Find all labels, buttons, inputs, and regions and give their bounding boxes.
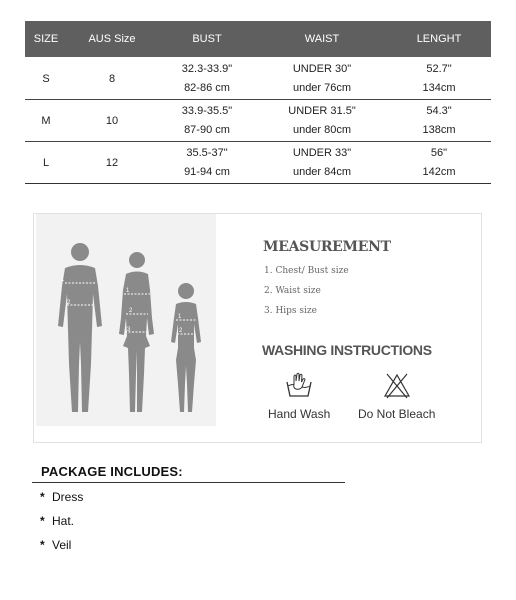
aus-size-cell: 10	[67, 99, 157, 141]
bust-inch-cell: 35.5-37"	[186, 146, 228, 159]
waist-cm-cell: under 84cm	[257, 162, 387, 183]
waist-cm-cell: under 76cm	[257, 78, 387, 99]
list-item	[40, 490, 83, 514]
list-item	[40, 538, 83, 562]
figure-mark: 2	[129, 308, 133, 314]
header-bust: BUST	[157, 21, 257, 57]
table-row	[25, 57, 491, 78]
bullet: *	[40, 514, 45, 528]
do-not-bleach-icon	[382, 372, 412, 400]
aus-size-cell: 12	[67, 141, 157, 183]
measurement-item-chest: 1. Chest/ Bust size	[264, 266, 349, 276]
length-cm-cell: 138cm	[387, 120, 491, 141]
washing-instructions-title: WASHING INSTRUCTIONS	[262, 342, 432, 358]
measurement-item-hips: 3. Hips size	[264, 306, 317, 316]
do-not-bleach-block	[358, 372, 435, 421]
package-item-dress: Dress	[52, 490, 84, 504]
header-waist: WAIST	[257, 21, 387, 57]
package-list	[40, 490, 83, 562]
figure-mark: 1	[178, 314, 182, 320]
bust-inch-cell: 33.9-35.5"	[181, 104, 233, 117]
package-item-hat: Hat.	[52, 514, 75, 528]
bullet: *	[40, 538, 45, 552]
package-divider	[32, 482, 345, 483]
do-not-bleach-label: Do Not Bleach	[358, 407, 436, 421]
measurement-panel	[33, 213, 482, 443]
length-inch-cell: 54.3"	[426, 104, 452, 117]
size-cell: L	[25, 141, 67, 183]
waist-cm-cell: under 80cm	[257, 120, 387, 141]
size-chart-header-row	[25, 21, 491, 57]
bust-cm-cell: 82-86 cm	[157, 78, 257, 99]
waist-inch-cell: UNDER 30"	[292, 62, 352, 75]
size-cell: M	[25, 99, 67, 141]
figure-mark: 2	[179, 328, 183, 334]
hand-wash-block	[268, 372, 330, 421]
header-aus-size: AUS Size	[67, 21, 157, 57]
figure-mark: 1	[61, 277, 65, 283]
body-figures-illustration	[36, 214, 216, 426]
table-row	[25, 141, 491, 162]
measurement-title: MEASUREMENT	[263, 239, 391, 255]
length-cm-cell: 142cm	[387, 162, 491, 183]
waist-inch-cell: UNDER 31.5"	[288, 104, 356, 117]
length-cm-cell: 134cm	[387, 78, 491, 99]
bust-cm-cell: 87-90 cm	[157, 120, 257, 141]
length-inch-cell: 52.7"	[426, 62, 452, 75]
list-item	[40, 514, 83, 538]
measurement-item-waist: 2. Waist size	[264, 286, 321, 296]
figure-mark: 2	[67, 300, 71, 306]
size-cell: S	[25, 57, 67, 99]
package-title: PACKAGE INCLUDES:	[41, 464, 183, 479]
bust-cm-cell: 91-94 cm	[157, 162, 257, 183]
hand-wash-label: Hand Wash	[268, 407, 331, 421]
aus-size-cell: 8	[67, 57, 157, 99]
figure-mark: 1	[126, 288, 130, 294]
header-size: SIZE	[25, 21, 67, 57]
bullet: *	[40, 490, 45, 504]
package-item-veil: Veil	[52, 538, 72, 552]
silhouettes-icon	[36, 214, 216, 426]
bust-inch-cell: 32.3-33.9"	[181, 62, 233, 75]
header-length: LENGHT	[387, 21, 491, 57]
table-row	[25, 99, 491, 120]
waist-inch-cell: UNDER 33"	[292, 146, 352, 159]
length-inch-cell: 56"	[430, 146, 448, 159]
size-chart-table	[25, 21, 491, 184]
hand-wash-icon	[284, 372, 314, 400]
figure-mark: 3	[127, 327, 131, 333]
